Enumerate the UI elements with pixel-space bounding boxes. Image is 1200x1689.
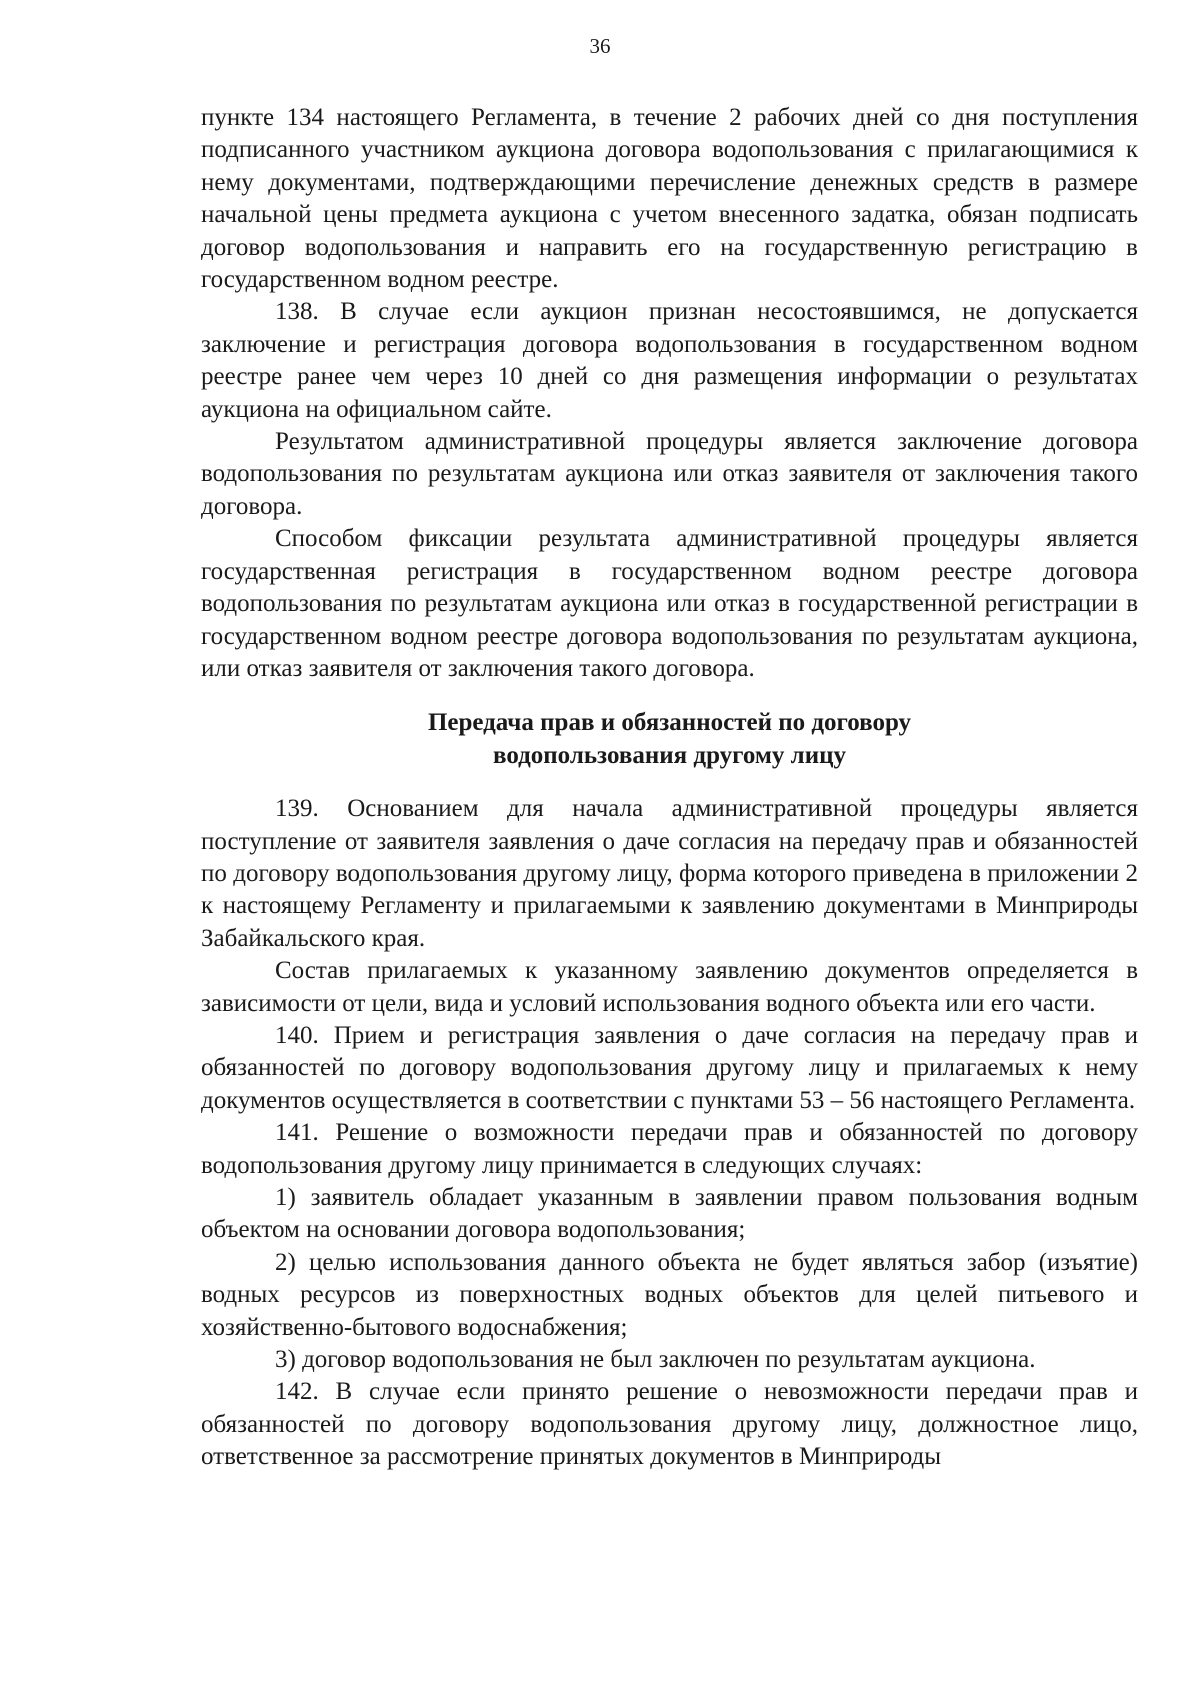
paragraph-fixation: Способом фиксации результата административной процедуры является государственная регистрация в государственном водном реестре договора водопользования по результатам аукциона или отказ в государственной регистрации в государственном водном реестре договора водопользования по результатам аукциона, или отказ заявителя от заключения такого договора. <box>201 525 1138 682</box>
list-item-3: 3) договор водопользования не был заключен по результатам аукциона. <box>275 1346 1036 1374</box>
paragraph-result: Результатом административной процедуры является заключение договора водопользования по результатам аукциона или отказ заявителя от заключения такого договора. <box>201 428 1138 520</box>
paragraph-142: 142. В случае если принято решение о невозможности передачи прав и обязанностей по договору водопользования другому лицу, должностное лицо, ответственное за рассмотрение принятых документов в Минприроды <box>201 1378 1138 1471</box>
section-heading-line-1: Передача прав и обязанностей по договору <box>427 709 912 737</box>
paragraph-continuation-137: пункте 134 настоящего Регламента, в течение 2 рабочих дней со дня поступления подписанного участником аукциона договора водопользования с прилагающимися к нему документами, подтверждающими перечисление денежных средств в размере начальной цены предмета аукциона с учетом внесенного задатка, обязан подписать договор водопользования и направить его на государственную регистрацию в государственном водном реестре. <box>201 104 1138 294</box>
paragraph-documents-composition: Состав прилагаемых к указанному заявлению документов определяется в зависимости от цели, вида и условий использования водного объекта или его части. <box>201 957 1138 1017</box>
paragraph-138: 138. В случае если аукцион признан несостоявшимся, не допускается заключение и регистрация договора водопользования в государственном водном реестре ранее чем через 10 дней со дня размещения информации о результатах аукциона на официальном сайте. <box>201 298 1138 423</box>
list-item-2: 2) целью использования данного объекта не будет являться забор (изъятие) водных ресурсов из поверхностных водных объектов для целей питьевого и хозяйственно-бытового водоснабжения; <box>201 1248 1138 1341</box>
paragraph-139: 139. Основанием для начала административной процедуры является поступление от заявителя заявления о даче согласия на передачу прав и обязанностей по договору водопользования другому лицу, форма которого приведена в приложении 2 к настоящему Регламенту и прилагаемыми к заявлению документами в Минприроды Забайкальского края. <box>201 795 1138 952</box>
section-heading <box>201 707 1138 772</box>
paragraph-140: 140. Прием и регистрация заявления о даче согласия на передачу прав и обязанностей по договору водопользования другому лицу и прилагаемых к нему документов осуществляется в соответствии с пунктами 53 – 56 настоящего Регламента. <box>201 1021 1138 1114</box>
document-body <box>201 102 1138 1474</box>
page-number: 36 <box>589 34 611 58</box>
section-heading-line-2: водопользования другому лицу <box>492 741 847 769</box>
paragraph-141: 141. Решение о возможности передачи прав и обязанностей по договору водопользования другому лицу принимается в следующих случаях: <box>201 1119 1138 1179</box>
list-item-1: 1) заявитель обладает указанным в заявлении правом пользования водным объектом на основании договора водопользования; <box>201 1184 1138 1244</box>
